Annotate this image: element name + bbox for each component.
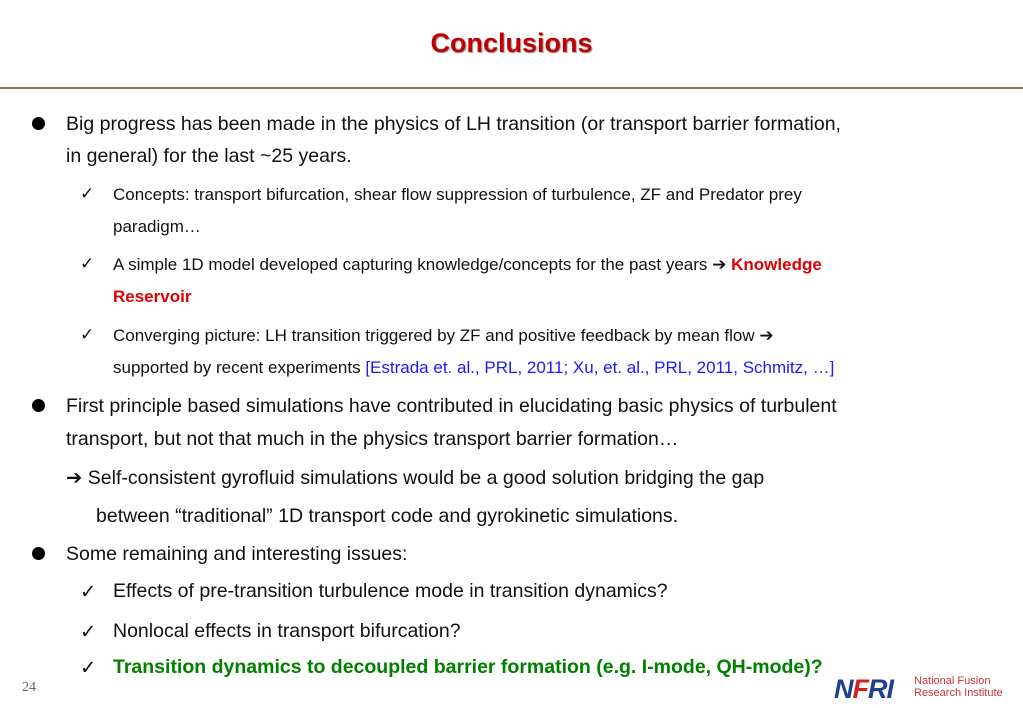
bullet-2-line-3 [66,466,764,490]
check-icon: ✓ [80,184,95,204]
reservoir-highlight: Reservoir [113,287,192,306]
check-item-2: Nonlocal effects in transport bifurcation? [113,620,461,642]
sub-bullet-1-line-1: Concepts: transport bifurcation, shear flow suppression of turbulence, ZF and Predator prey [113,185,802,204]
sub-bullet-2-line-1 [113,255,822,275]
page-number: 24 [22,680,36,695]
sub-bullet-3-line-1 [113,326,774,346]
sub-bullet-3-text: Converging picture: LH transition triggered by ZF and positive feedback by mean flow [113,326,755,345]
bullet-1-line-1: Big progress has been made in the physics of LH transition (or transport barrier formation, [66,113,841,135]
sub-bullet-3-text-2: supported by recent experiments [113,358,361,377]
sub-bullet-3-line-2 [113,358,834,378]
page-title: Conclusions [430,28,593,58]
arrow-right-icon: ➔ [712,255,727,274]
check-icon: ✓ [80,254,95,274]
check-icon: ✓ [80,325,95,345]
bullet-dot [32,399,45,412]
nfri-logo [834,672,1014,706]
nfri-logo-mark: NFRI [834,674,893,704]
bullet-3-line-1: Some remaining and interesting issues: [66,543,408,565]
knowledge-highlight: Knowledge [731,255,822,274]
references: [Estrada et. al., PRL, 2011; Xu, et. al., PRL, 2011, Schmitz, …] [365,358,835,377]
check-icon: ✓ [80,580,97,603]
check-icon: ✓ [80,620,97,643]
sub-bullet-1-line-2: paradigm… [113,217,201,236]
bullet-1-line-2: in general) for the last ~25 years. [66,145,352,167]
check-item-1: Effects of pre-transition turbulence mode in transition dynamics? [113,580,668,602]
arrow-right-icon: ➔ [759,326,774,345]
title-divider [0,87,1023,89]
bullet-2-line-2: transport, but not that much in the physics transport barrier formation… [66,428,679,450]
bullet-dot [32,547,45,560]
institute-name: National Fusion Research Institute [914,675,1003,699]
bullet-dot [32,117,45,130]
bullet-2-line-3-text: Self-consistent gyrofluid simulations would be a good solution bridging the gap [87,467,765,489]
bullet-2-line-4: between “traditional” 1D transport code and gyrokinetic simulations. [96,505,679,527]
check-item-3: Transition dynamics to decoupled barrier formation (e.g. I-mode, QH-mode)? [113,656,823,678]
sub-bullet-2-text: A simple 1D model developed capturing knowledge/concepts for the past years [113,255,708,274]
bullet-2-line-1: First principle based simulations have contributed in elucidating basic physics of turbulent [66,395,837,417]
arrow-right-icon: ➔ [66,467,83,489]
check-icon: ✓ [80,656,97,679]
